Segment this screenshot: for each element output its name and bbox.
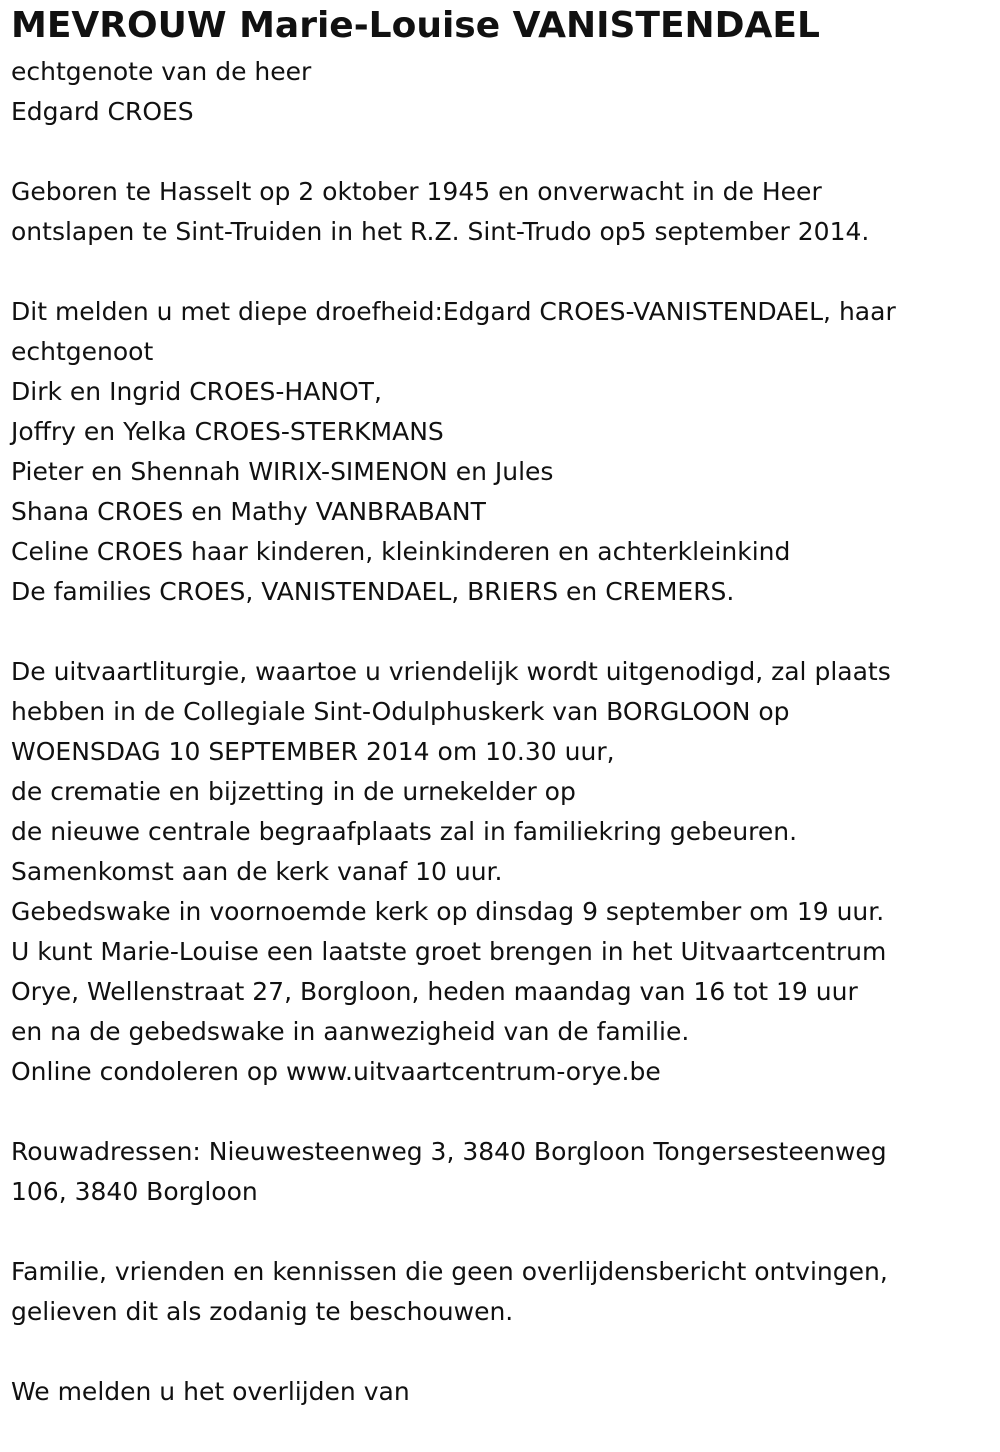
ceremony-line: en na de gebedswake in aanwezigheid van de familie.: [11, 1017, 690, 1046]
ceremony-line: U kunt Marie-Louise een laatste groet brengen in het Uitvaartcentrum: [11, 937, 887, 966]
ceremony-line: Orye, Wellenstraat 27, Borgloon, heden maandag van 16 tot 19 uur: [11, 977, 858, 1006]
ceremony-line: WOENSDAG 10 SEPTEMBER 2014 om 10.30 uur,: [11, 737, 615, 766]
birth-death-paragraph: [11, 172, 986, 252]
intro-line: echtgenote van de heer: [11, 57, 312, 86]
ceremony-line: Samenkomst aan de kerk vanaf 10 uur.: [11, 857, 503, 886]
intro-line: Edgard CROES: [11, 97, 194, 126]
ceremony-line: de nieuwe centrale begraafplaats zal in familiekring gebeuren.: [11, 817, 798, 846]
birth-death-line: Geboren te Hasselt op 2 oktober 1945 en onverwacht in de Heer: [11, 177, 822, 206]
notice-line: Familie, vrienden en kennissen die geen overlijdensbericht ontvingen,: [11, 1257, 888, 1286]
ceremony-line: Online condoleren op www.uitvaartcentrum-orye.be: [11, 1057, 661, 1086]
ceremony-line: de crematie en bijzetting in de urnekelder op: [11, 777, 576, 806]
family-line: De families CROES, VANISTENDAEL, BRIERS en CREMERS.: [11, 577, 735, 606]
ceremony-line: Gebedswake in voornoemde kerk op dinsdag 9 september om 19 uur.: [11, 897, 885, 926]
birth-death-line: ontslapen te Sint-Truiden in het R.Z. Sint-Trudo op5 september 2014.: [11, 217, 870, 246]
family-line: echtgenoot: [11, 337, 154, 366]
notice-line: gelieven dit als zodanig te beschouwen.: [11, 1297, 514, 1326]
ceremony-paragraph: [11, 652, 986, 1092]
closing-paragraph: [11, 1372, 986, 1412]
family-line: Shana CROES en Mathy VANBRABANT: [11, 497, 486, 526]
obituary-document: [11, 4, 986, 1452]
addresses-paragraph: [11, 1132, 986, 1212]
family-line: Celine CROES haar kinderen, kleinkinderen en achterkleinkind: [11, 537, 791, 566]
intro-paragraph: [11, 52, 986, 132]
address-line: 106, 3840 Borgloon: [11, 1177, 258, 1206]
ceremony-line: De uitvaartliturgie, waartoe u vriendelijk wordt uitgenodigd, zal plaats: [11, 657, 891, 686]
family-line: Dit melden u met diepe droefheid:Edgard CROES-VANISTENDAEL, haar: [11, 297, 896, 326]
family-line: Dirk en Ingrid CROES-HANOT,: [11, 377, 382, 406]
closing-line: We melden u het overlijden van: [11, 1377, 410, 1406]
family-line: Pieter en Shennah WIRIX-SIMENON en Jules: [11, 457, 554, 486]
page-title: MEVROUW Marie-Louise VANISTENDAEL: [11, 5, 820, 46]
notice-paragraph: [11, 1252, 986, 1332]
ceremony-line: hebben in de Collegiale Sint-Odulphuskerk van BORGLOON op: [11, 697, 790, 726]
family-line: Joffry en Yelka CROES-STERKMANS: [11, 417, 444, 446]
address-line: Rouwadressen: Nieuwesteenweg 3, 3840 Borgloon Tongersesteenweg: [11, 1137, 887, 1166]
family-paragraph: [11, 292, 986, 612]
